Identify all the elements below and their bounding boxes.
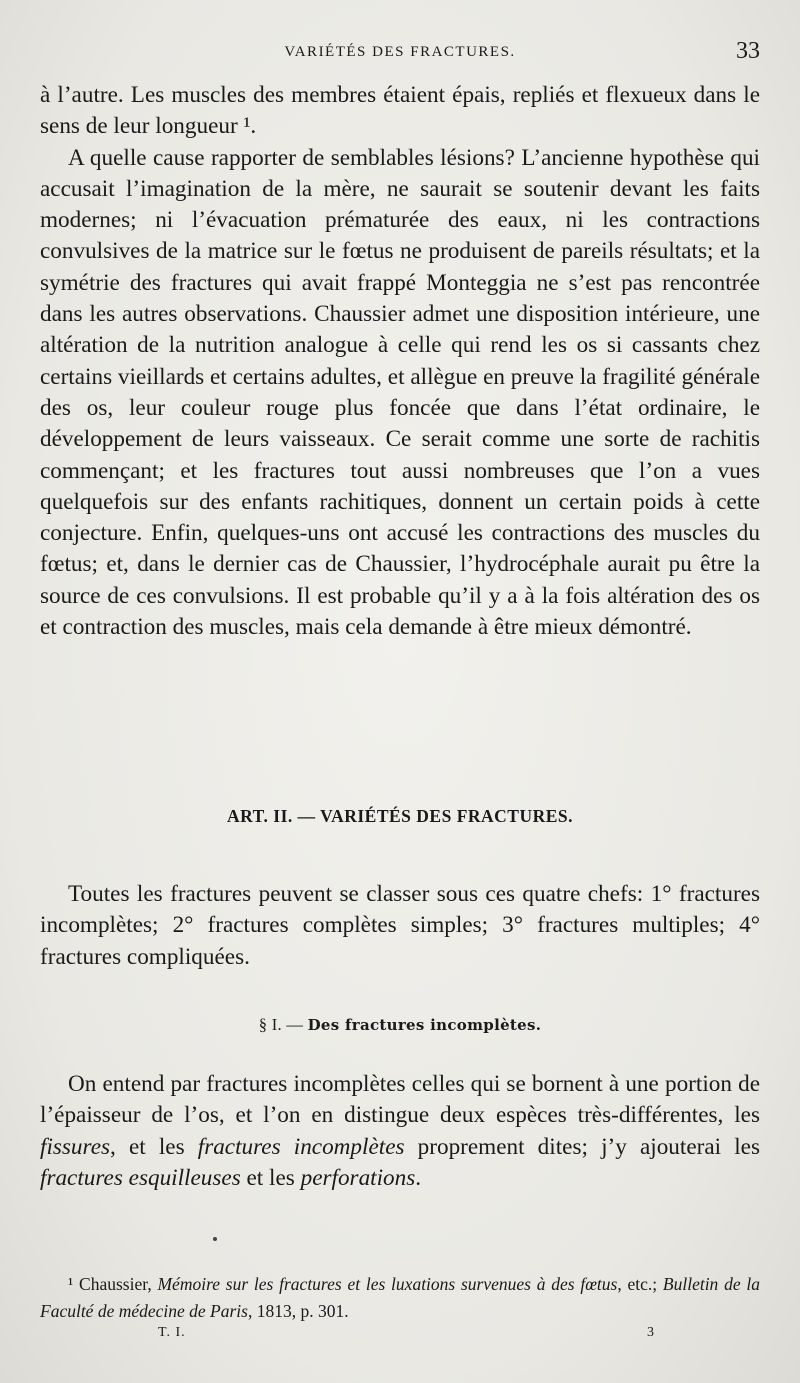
footnote-journal: Bulletin de la Faculté de médecine de Paris bbox=[40, 1274, 760, 1321]
paragraph-continuation: à l’autre. Les muscles des membres étaient épais, repliés et flexueux dans le sens de leur longueur ¹. bbox=[40, 82, 760, 140]
text-run: et les bbox=[240, 1164, 301, 1191]
section-title: Des fractures incomplètes. bbox=[307, 1016, 542, 1034]
section-heading bbox=[40, 1015, 760, 1035]
text-run: On entend par fractures incomplètes celles qui se bornent à une portion de l’épaisseur de l’os, et l’on en distingue deux espèces très-différentes, les bbox=[40, 1071, 760, 1129]
text-run: proprement dites; j’y ajouterai les bbox=[404, 1133, 760, 1160]
main-text bbox=[40, 80, 760, 643]
article-heading: ART. II. — VARIÉTÉS DES FRACTURES. bbox=[226, 806, 574, 826]
text-run: , etc.; bbox=[617, 1274, 663, 1294]
page-number: 33 bbox=[736, 38, 760, 64]
term-fissures: fissures bbox=[40, 1133, 111, 1160]
term-fractures-incompletes: fractures incomplètes bbox=[197, 1133, 405, 1160]
paragraph-causes: A quelle cause rapporter de semblables lésions? L’ancienne hypothèse qui accusait l’imagination de la mère, ne saurait se soutenir devant les faits modernes; ni l’évacuation prématurée des eaux, ni les contractions convulsives de la matrice sur le fœtus ne produisent de pareils résultats; et la symétrie des fractures qui avait frappé Monteggia ne s’est pas rencontrée dans les autres observations. Chaussier admet une disposition intérieure, une altération de la nutrition analogue à celle qui rend les os si cassants chez certains vieillards et certains adultes, et allègue en preuve la fragilité générale des os, leur couleur rouge plus foncée que dans l’état ordinaire, le développement de leurs vaisseaux. Ce serait comme une sorte de rachitis commençant; et les fractures tout aussi nombreuses que l’on a vues quelquefois sur des enfants rachitiques, donnent un certain poids à cette conjecture. Enfin, quelques-uns ont accusé les contractions des muscles du fœtus; et, dans le dernier cas de Chaussier, l’hydrocéphale aurait pu être la source de ces convulsions. Il est probable qu’il y a à la fois altération des os et contraction des muscles, mais cela demande à être mieux démontré. bbox=[40, 144, 760, 641]
ink-dot bbox=[213, 1237, 217, 1241]
text-run: . bbox=[415, 1164, 422, 1191]
term-perforations: perforations bbox=[300, 1164, 416, 1191]
footnote-text bbox=[40, 1271, 760, 1325]
running-head bbox=[40, 38, 760, 68]
footnote-title: Mémoire sur les fractures et les luxations survenues à des fœtus bbox=[157, 1274, 618, 1294]
text-run: , 1813, p. 301. bbox=[247, 1301, 349, 1321]
volume-mark: T. I. bbox=[158, 1325, 186, 1340]
text-run: , et les bbox=[110, 1133, 198, 1160]
footnote-marker: ¹ Chaussier, bbox=[68, 1274, 158, 1294]
paragraph-definition bbox=[40, 1069, 760, 1194]
term-fractures-esquilleuses: fractures esquilleuses bbox=[40, 1164, 241, 1191]
signature-line bbox=[40, 1325, 760, 1349]
article-text bbox=[40, 879, 760, 973]
section-number: § I. — bbox=[258, 1015, 304, 1034]
footnote bbox=[40, 1271, 760, 1325]
running-title: VARIÉTÉS DES FRACTURES. bbox=[284, 44, 516, 60]
section-text bbox=[40, 1069, 760, 1194]
paragraph-classification: Toutes les fractures peuvent se classer sous ces quatre chefs: 1° fractures incomplètes; 2° fractures complètes simples; 3° fractures multiples; 4° fractures compliquées. bbox=[40, 881, 760, 970]
sheet-signature: 3 bbox=[647, 1325, 655, 1340]
